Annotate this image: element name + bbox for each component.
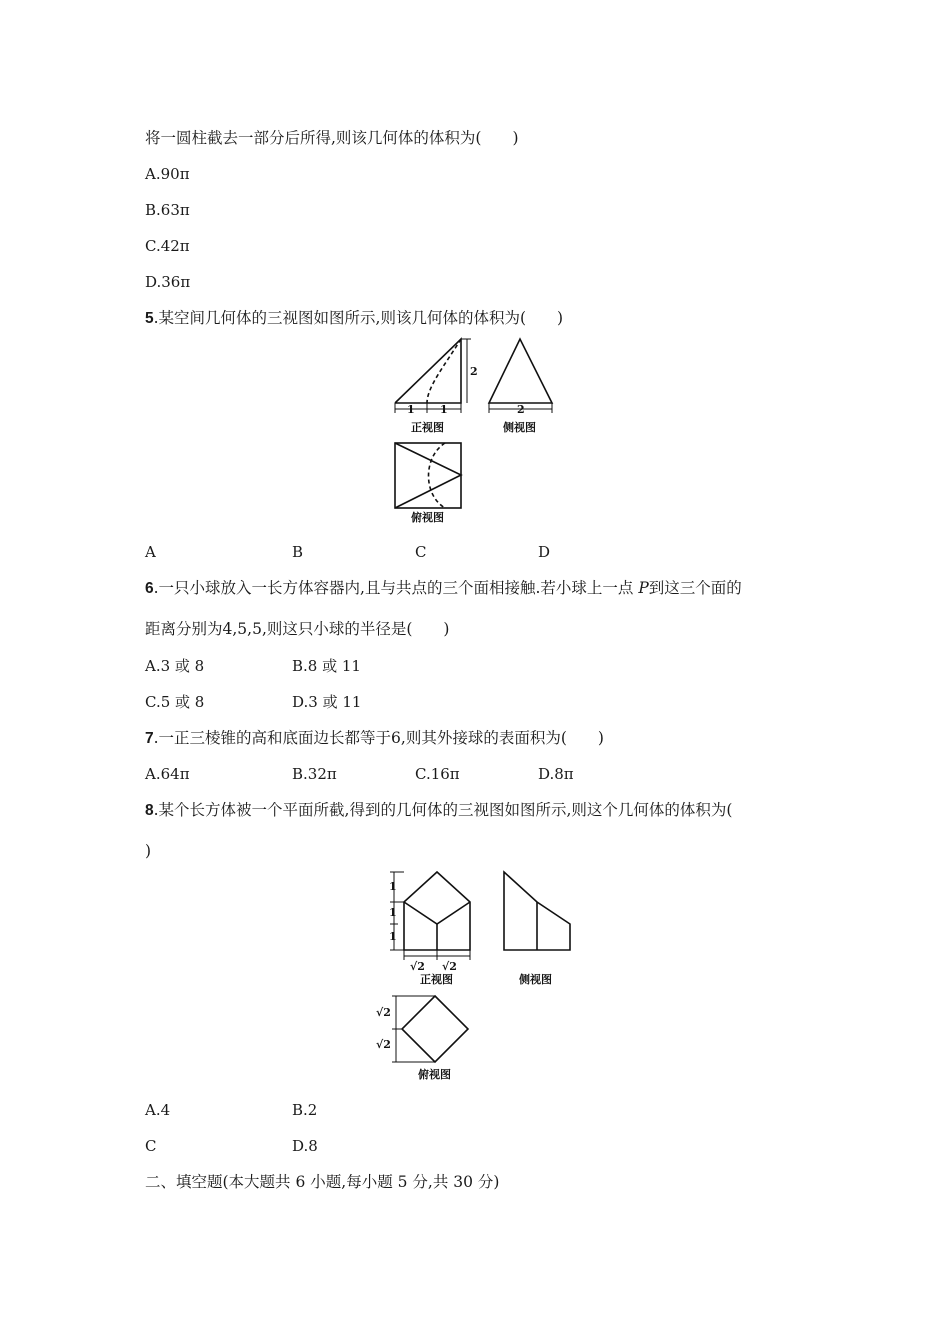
q8-stem: [145, 800, 732, 821]
q5-dim-side: 2: [517, 403, 525, 416]
q7-option-a: A.64π: [145, 765, 190, 783]
q5-dim-front-right: 1: [440, 403, 448, 416]
q4-option-b: B.63π: [145, 201, 190, 219]
q5-three-view-figure: [385, 335, 565, 530]
q7-option-d: D.8π: [538, 765, 574, 783]
q8-option-d: D.8: [292, 1137, 318, 1155]
q8-three-view-figure: [372, 868, 582, 1083]
q6-option-a: A.3 或 8: [145, 657, 205, 675]
q5-top-caption: 俯视图: [411, 511, 444, 524]
q5-option-a: A: [145, 543, 156, 561]
q4-option-d: D.36π: [145, 273, 191, 291]
q8-number: 8: [145, 802, 154, 819]
q6-stem-part-a: .一只小球放入一长方体容器内,且与共点的三个面相接触.若小球上一点: [153, 579, 639, 597]
q5-top-dashed-arc: [429, 443, 446, 508]
q4-stem: 将一圆柱截去一部分后所得,则该几何体的体积为( ): [145, 129, 519, 147]
q8-option-b: B.2: [292, 1101, 318, 1119]
q6-option-c: C.5 或 8: [145, 693, 205, 711]
q5-number: 5: [145, 310, 154, 327]
q5-option-c: C: [415, 543, 427, 561]
q8-stem-text: .某个长方体被一个平面所截,得到的几何体的三视图如图所示,则这个几何体的体积为(: [153, 801, 733, 819]
q6-stem-line1: [145, 578, 742, 599]
q7-option-c: C.16π: [415, 765, 460, 783]
q6-stem-line2: 距离分别为4,5,5,则这只小球的半径是( ): [145, 620, 450, 638]
q5-stem: [145, 308, 563, 329]
section2-heading: 二、填空题(本大题共 6 小题,每小题 5 分,共 30 分): [145, 1173, 500, 1191]
q8-dim-t2: √2: [376, 1038, 391, 1051]
q6-point-p: P: [638, 579, 649, 597]
q8-side-caption: 侧视图: [519, 973, 552, 986]
q7-stem-text: .一正三棱锥的高和底面边长都等于6,则其外接球的表面积为( ): [153, 729, 604, 747]
q5-dim-height: 2: [470, 365, 478, 378]
q8-front-caption: 正视图: [420, 973, 453, 986]
q8-top-diamond: [402, 996, 468, 1062]
q4-option-a: A.90π: [145, 165, 190, 183]
q8-option-c: C: [145, 1137, 157, 1155]
q8-dim-v1: 1: [389, 880, 397, 893]
q8-dim-t1: √2: [376, 1006, 391, 1019]
q5-side-caption: 侧视图: [503, 421, 536, 434]
q8-dim-v2: 1: [389, 906, 397, 919]
q5-option-d: D: [538, 543, 551, 561]
q5-option-b: B: [292, 543, 304, 561]
q4-option-c: C.42π: [145, 237, 190, 255]
q5-side-triangle: [489, 339, 552, 403]
q8-top-caption: 俯视图: [418, 1068, 451, 1081]
q6-option-d: D.3 或 11: [292, 693, 362, 711]
q7-stem: [145, 728, 604, 749]
q8-dim-h2: √2: [442, 960, 457, 973]
q8-option-a: A.4: [145, 1101, 171, 1119]
q7-number: 7: [145, 730, 154, 747]
q5-front-caption: 正视图: [411, 421, 444, 434]
q6-number: 6: [145, 580, 154, 597]
q5-front-dashed-curve: [427, 339, 461, 403]
q6-stem-part-b: 到这三个面的: [648, 579, 742, 597]
q6-option-b: B.8 或 11: [292, 657, 361, 675]
q8-stem-end: ): [145, 842, 152, 860]
q5-dim-front-left: 1: [407, 403, 415, 416]
q8-dim-h1: √2: [410, 960, 425, 973]
q5-stem-text: .某空间几何体的三视图如图所示,则该几何体的体积为( ): [153, 309, 564, 327]
q7-option-b: B.32π: [292, 765, 337, 783]
q8-dim-v3: 1: [389, 930, 397, 943]
